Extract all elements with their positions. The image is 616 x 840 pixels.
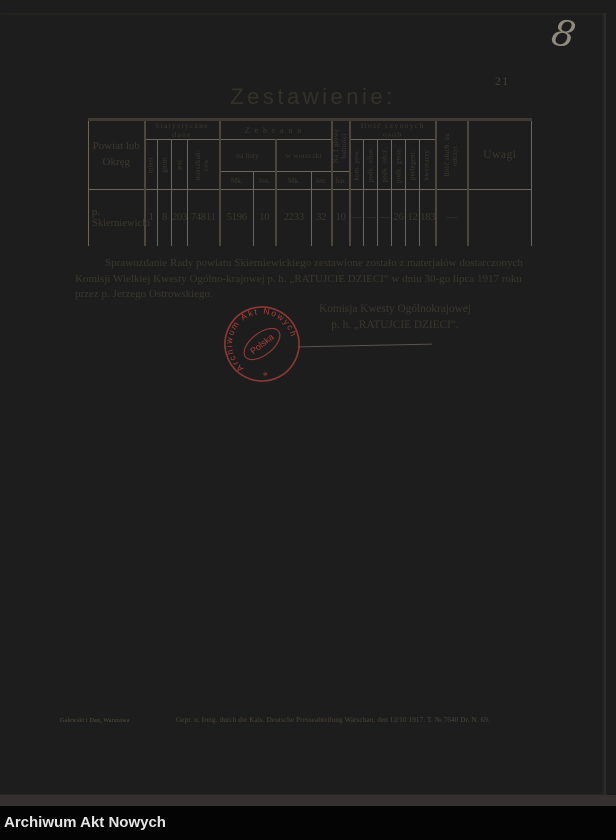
unit-woreczki-mk: Mk. xyxy=(276,172,312,190)
col-header-gmin: gmin xyxy=(158,140,172,190)
stamp-ring-text: Archiwum Akt Nowych xyxy=(223,305,300,374)
unit-woreczki-fen: fen. xyxy=(312,172,332,190)
col-group-zebrano: Zebrano xyxy=(220,120,332,140)
cell-gmin: 8 xyxy=(158,190,172,246)
col-header-powiat: Powiat lub Okręg xyxy=(89,120,145,190)
cell-woreczki-mk: 2233 xyxy=(276,190,312,246)
page-title: Zestawienie: xyxy=(230,84,396,109)
scan-edge-strip xyxy=(0,795,616,806)
printed-page-number: 21 xyxy=(495,76,510,88)
imprint-censor: Gepr. u. freig. durch die Kais. Deutsche Presseabteilung Warschau, den 12/10 1917. T. № 7640 Dr. N. 69. xyxy=(176,716,490,724)
col-header-kom-pow: kom. pow. xyxy=(350,140,364,190)
cell-uwagi xyxy=(468,190,532,246)
col-header-na-glowe: Na 1 głowę ludności xyxy=(332,120,350,172)
summary-table xyxy=(88,118,532,246)
col-header-w-woreczki: w woreczki xyxy=(276,140,332,172)
archive-footer-bar xyxy=(0,806,616,840)
col-header-wsi: wsi xyxy=(172,140,188,190)
col-header-podk-gmin: podk. gmin. xyxy=(392,140,406,190)
cell-prelegent: 12 xyxy=(406,190,420,246)
cell-sluchacze: — xyxy=(436,190,468,246)
unit-na-glowe-fen: fen. xyxy=(332,172,350,190)
stamp-country-label: Polska xyxy=(248,331,276,357)
cell-podk-gmin: 26 xyxy=(392,190,406,246)
table-row xyxy=(89,190,532,246)
unit-listy-fen: fen. xyxy=(254,172,276,190)
cell-listy-fen: 10 xyxy=(254,190,276,246)
cell-kwestarzy: 183 xyxy=(420,190,436,246)
col-header-podk-ofiar: podk. ofiar. xyxy=(364,140,378,190)
signature-organization: Komisja Kwesty Ogólnokrajowej xyxy=(319,303,471,315)
paragraph-line-3: przez p. Jerzego Ostrowskiego. xyxy=(75,288,213,300)
stamp-star-icon: ✳ xyxy=(261,369,270,380)
archive-name-label: Archiwum Akt Nowych xyxy=(4,814,166,831)
col-header-uwagi: Uwagi xyxy=(468,120,532,190)
svg-text:Archiwum Akt Nowych xyxy=(214,296,305,376)
cell-podk-ofiar: — xyxy=(364,190,378,246)
col-group-czynne: Ilość czynnych osób xyxy=(350,120,436,140)
col-group-statystyczne: Statystyczne dane xyxy=(145,120,220,140)
archive-stamp xyxy=(214,296,310,392)
cell-podk-odcz: — xyxy=(378,190,392,246)
cell-mieszkancow: 74811 xyxy=(188,190,220,246)
col-header-prelegent: prelegent. xyxy=(406,140,420,190)
unit-listy-mk: Mk. xyxy=(220,172,254,190)
paragraph-line-2: Komisji Wielkiej Kwesty Ogólno-krajowej p. h. „RATUJCIE DZIECI“ w dniu 30-go lipca 1917 roku xyxy=(75,272,522,285)
col-header-podk-odcz: podk. odcz. xyxy=(378,140,392,190)
imprint-printer: Galewski i Dau, Warszawa xyxy=(60,718,130,724)
cell-listy-mk: 5196 xyxy=(220,190,254,246)
cell-woreczki-fen: 32 xyxy=(312,190,332,246)
signature-block xyxy=(300,301,490,333)
paragraph-line-1: Sprawozdanie Rady powiatu Skierniewickiego zestawione zostało z materjałów dostarczonych xyxy=(105,257,523,269)
signature-motto: p. h. „RATUJCIE DZIECI“. xyxy=(331,319,459,331)
cell-wsi: 203 xyxy=(172,190,188,246)
cell-kom-pow: — xyxy=(350,190,364,246)
col-header-miast: miast xyxy=(145,140,158,190)
handwritten-page-number: 8 xyxy=(547,12,579,57)
cell-powiat-name: p. Skierniewicki xyxy=(89,190,145,246)
col-header-sluchacze: Ilość słuch. na odczyt. xyxy=(436,120,468,190)
cell-na-glowe-fen: 10 xyxy=(332,190,350,246)
cell-miast: 1 xyxy=(145,190,158,246)
col-header-mieszkancow: mieszkań-ców xyxy=(188,140,220,190)
col-header-kwestarzy: kwestarzy xyxy=(420,140,436,190)
col-header-na-listy: na listy xyxy=(220,140,276,172)
